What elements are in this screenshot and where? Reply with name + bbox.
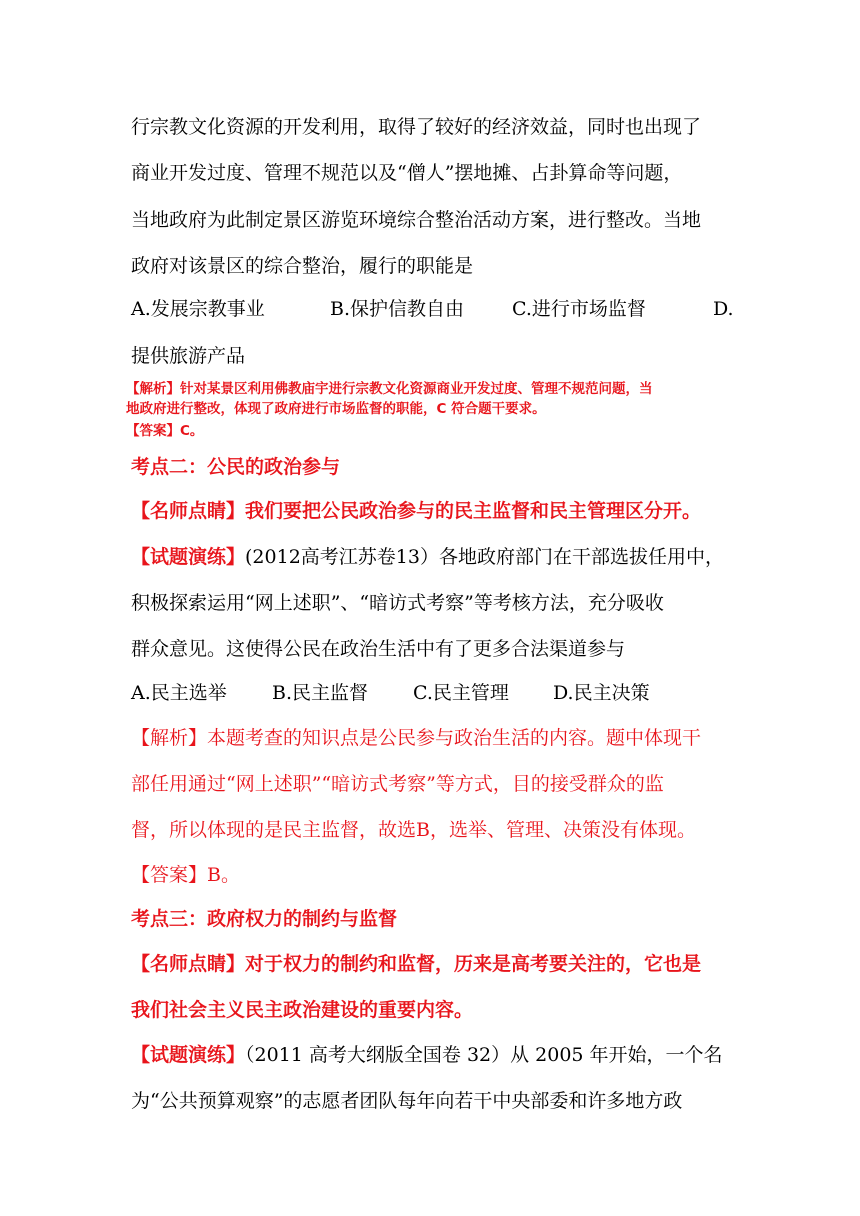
q1-answer: 【答案】C。 [126,423,204,439]
section2-analysis-line: 督，所以体现的是民主监督，故选B，选举、管理、决策没有体现。 [131,819,696,841]
q1-stem-line: 商业开发过度、管理不规范以及“僧人”摆地摊、占卦算命等问题， [131,162,683,184]
exercise-label: 【试题演练】 [131,546,246,568]
answer-label: 【答案】 [131,864,208,886]
q1-option-d: D. [713,298,734,320]
section2-option-b: B.民主监督 [272,682,369,704]
section2-exercise-first-line [131,544,724,570]
section3-title: 考点三：政府权力的制约与监督 [131,908,398,930]
exercise-text: （2011 高考大纲版全国卷 32）从 2005 年开始，一个名 [245,1044,723,1066]
section2-title: 考点二：公民的政治参与 [131,456,341,478]
q1-stem-line: 当地政府为此制定景区游览环境综合整治活动方案，进行整改。当地 [131,209,702,231]
section2-analysis-line: 部任用通过“网上述职”“暗访式考察”等方式，目的接受群众的监 [131,773,664,795]
q1-option-c: C.进行市场监督 [512,298,646,320]
q1-option-a: A.发展宗教事业 [131,298,265,320]
exercise-label: 【试题演练】 [131,1044,246,1066]
q1-stem-line: 政府对该景区的综合整治，履行的职能是 [131,255,474,277]
section3-tip-line: 【名师点睛】对于权力的制约和监督，历来是高考要关注的，它也是 [131,953,702,975]
section2-option-a: A.民主选举 [131,682,227,704]
q1-option-b: B.保护信教自由 [330,298,465,320]
answer-value: B。 [207,864,240,886]
exercise-text: (2012高考江苏卷13）各地政府部门在干部选拔任用中， [245,546,724,568]
section2-analysis-line: 【解析】本题考查的知识点是公民参与政治生活的内容。题中体现干 [131,727,702,749]
section3-tip-line: 我们社会主义民主政治建设的重要内容。 [131,999,474,1021]
q1-analysis-line: 地政府进行整改，体现了政府进行市场监督的职能，C 符合题干要求。 [126,401,546,417]
q1-option-d-text: 提供旅游产品 [131,345,246,367]
section2-exercise-line: 群众意见。这使得公民在政治生活中有了更多合法渠道参与 [131,638,626,660]
section2-answer [131,862,240,888]
section2-option-c: C.民主管理 [413,682,509,704]
section3-exercise-line: 为“公共预算观察”的志愿者团队每年向若干中央部委和许多地方政 [131,1090,683,1112]
section3-exercise-first-line [131,1042,723,1068]
section2-tip: 【名师点睛】我们要把公民政治参与的民主监督和民主管理区分开。 [131,500,702,522]
q1-analysis-line: 【解析】针对某景区利用佛教庙宇进行宗教文化资源商业开发过度、管理不规范问题，当 [126,381,653,397]
q1-stem-line: 行宗教文化资源的开发利用，取得了较好的经济效益，同时也出现了 [131,116,702,138]
section2-exercise-line: 积极探索运用“网上述职”、“暗访式考察”等考核方法，充分吸收 [131,592,664,614]
section2-option-d: D.民主决策 [553,682,650,704]
